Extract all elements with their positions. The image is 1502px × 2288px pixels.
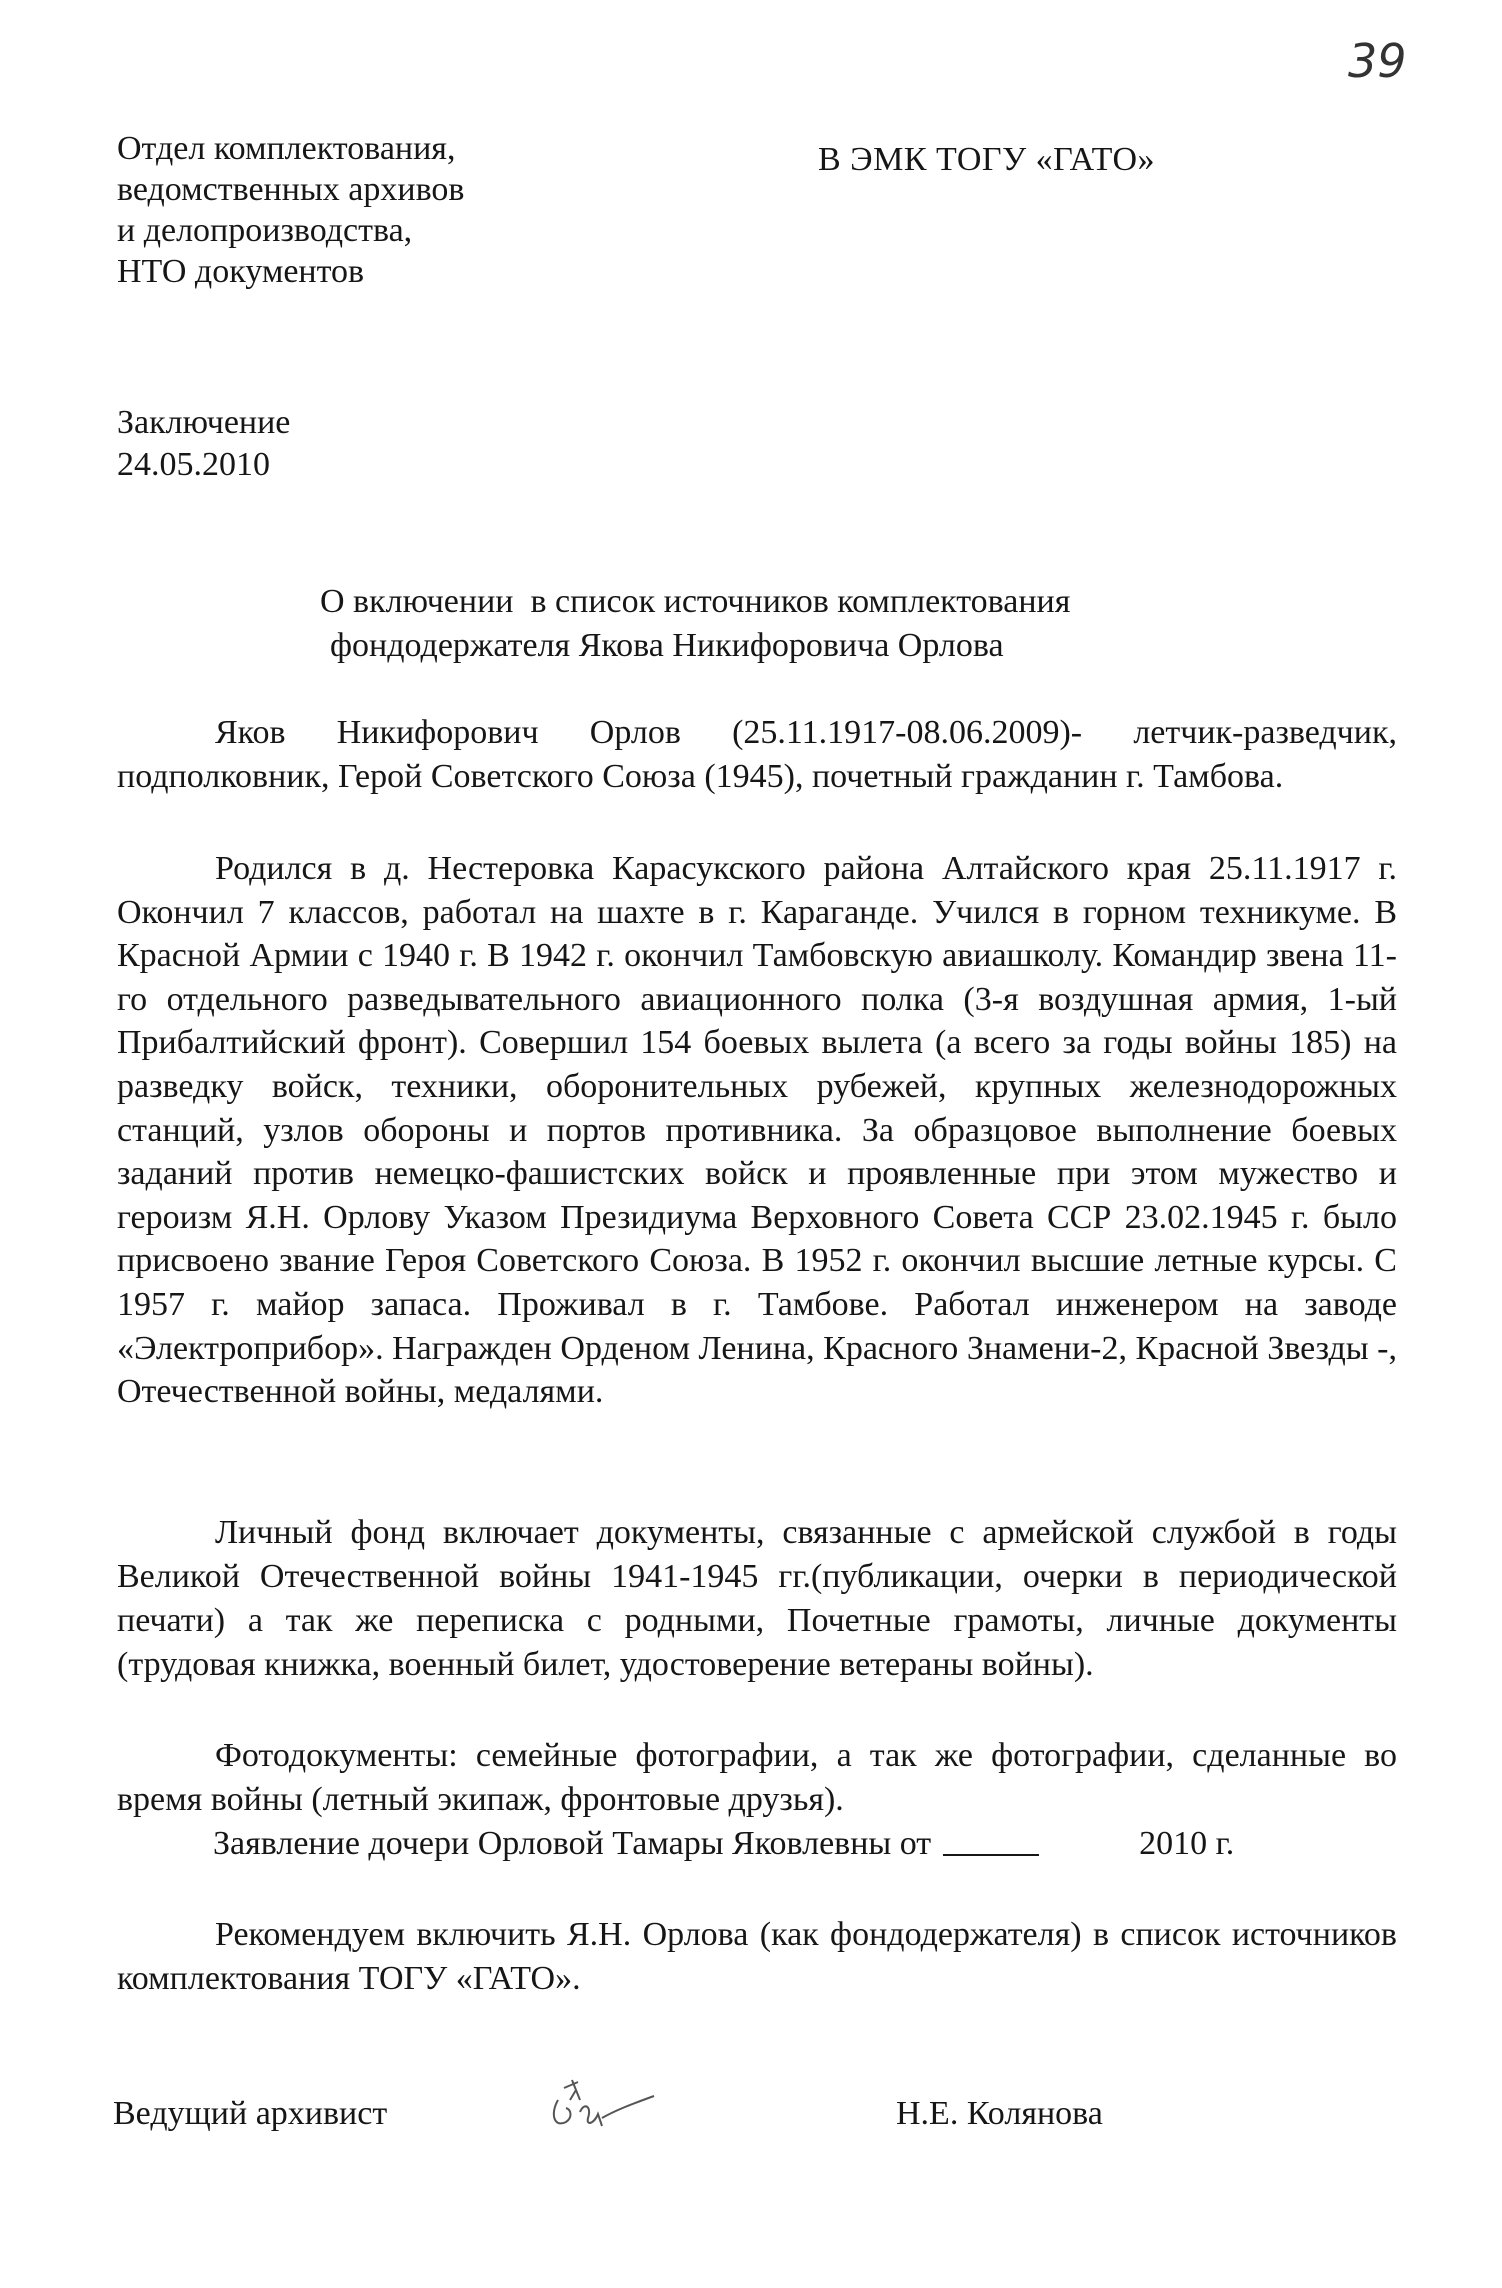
- paragraph-biography: [117, 847, 1397, 1414]
- statement-year: 2010 г.: [1139, 1825, 1235, 1862]
- recipient: В ЭМК ТОГУ «ГАТО»: [818, 141, 1156, 178]
- document-type: Заключение: [117, 404, 291, 441]
- blank-date-line: [943, 1824, 1039, 1856]
- paragraph-photos: [117, 1734, 1397, 1822]
- subject-line: О включении в список источников комплектования: [320, 583, 1071, 620]
- page-number: 39: [1348, 34, 1407, 88]
- sender-line: ведомственных архивов: [117, 171, 465, 208]
- paragraph-text: Фотодокументы: семейные фотографии, а так же фотографии, сделанные во время войны (летный экипаж, фронтовые друзья).: [117, 1737, 1397, 1818]
- document-header: [117, 402, 290, 486]
- signatory-name: Н.Е. Колянова: [896, 2095, 1103, 2132]
- paragraph-statement: [213, 1822, 1234, 1866]
- sender-line: и делопроизводства,: [117, 212, 413, 249]
- statement-text: Заявление дочери Орловой Тамары Яковлевны от: [213, 1825, 932, 1862]
- sender-line: НТО документов: [117, 253, 365, 290]
- paragraph-intro: [117, 711, 1397, 799]
- paragraph-recommendation: [117, 1913, 1397, 2001]
- signatory-position: Ведущий архивист: [113, 2095, 388, 2132]
- handwritten-signature: [536, 2070, 666, 2140]
- subject-line: фондодержателя Якова Никифоровича Орлова: [330, 627, 1004, 664]
- paragraph-text: Яков Никифорович Орлов (25.11.1917-08.06.2009)- летчик-разведчик, подполковник, Герой Советского Союза (1945), почетный гражданин г. Тамбова.: [117, 714, 1397, 795]
- document-subject: [320, 580, 1070, 668]
- sender-line: Отдел комплектования,: [117, 130, 456, 167]
- paragraph-text: Родился в д. Нестеровка Карасукского района Алтайского края 25.11.1917 г. Окончил 7 классов, работал на шахте в г. Караганде. Учился в горном техникуме. В Красной Армии с 1940 г. В 1942 г. окончил Тамбовскую авиашколу. Командир звена 11-го отдельного разведывательного авиационного полка (3-я воздушная армия, 1-ый Прибалтийский фронт). Совершил 154 боевых вылета (а всего за годы войны 185) на разведку войск, техники, оборонительных рубежей, крупных железнодорожных станций, узлов обороны и портов противника. За образцовое выполнение боевых заданий против немецко-фашистских войск и проявленные при этом мужество и героизм Я.Н. Орлову Указом Президиума Верховного Совета ССР 23.02.1945 г. было присвоено звание Героя Советского Союза. В 1952 г. окончил высшие летные курсы. С 1957 г. майор запаса. Проживал в г. Тамбове. Работал инженером на заводе «Электроприбор». Награжден Орденом Ленина, Красного Знамени-2, Красной Звезды -, Отечественной войны, медалями.: [117, 850, 1397, 1411]
- paragraph-text: Рекомендуем включить Я.Н. Орлова (как фондодержателя) в список источников комплектования ТОГУ «ГАТО».: [117, 1916, 1397, 1997]
- paragraph-fund-contents: [117, 1511, 1397, 1687]
- paragraph-text: Личный фонд включает документы, связанные с армейской службой в годы Великой Отечественной войны 1941-1945 гг.(публикации, очерки в периодической печати) а так же переписка с родными, Почетные грамоты, личные документы (трудовая книжка, военный билет, удостоверение ветераны войны).: [117, 1514, 1397, 1683]
- document-date: 24.05.2010: [117, 446, 270, 483]
- sender-block: [117, 128, 464, 292]
